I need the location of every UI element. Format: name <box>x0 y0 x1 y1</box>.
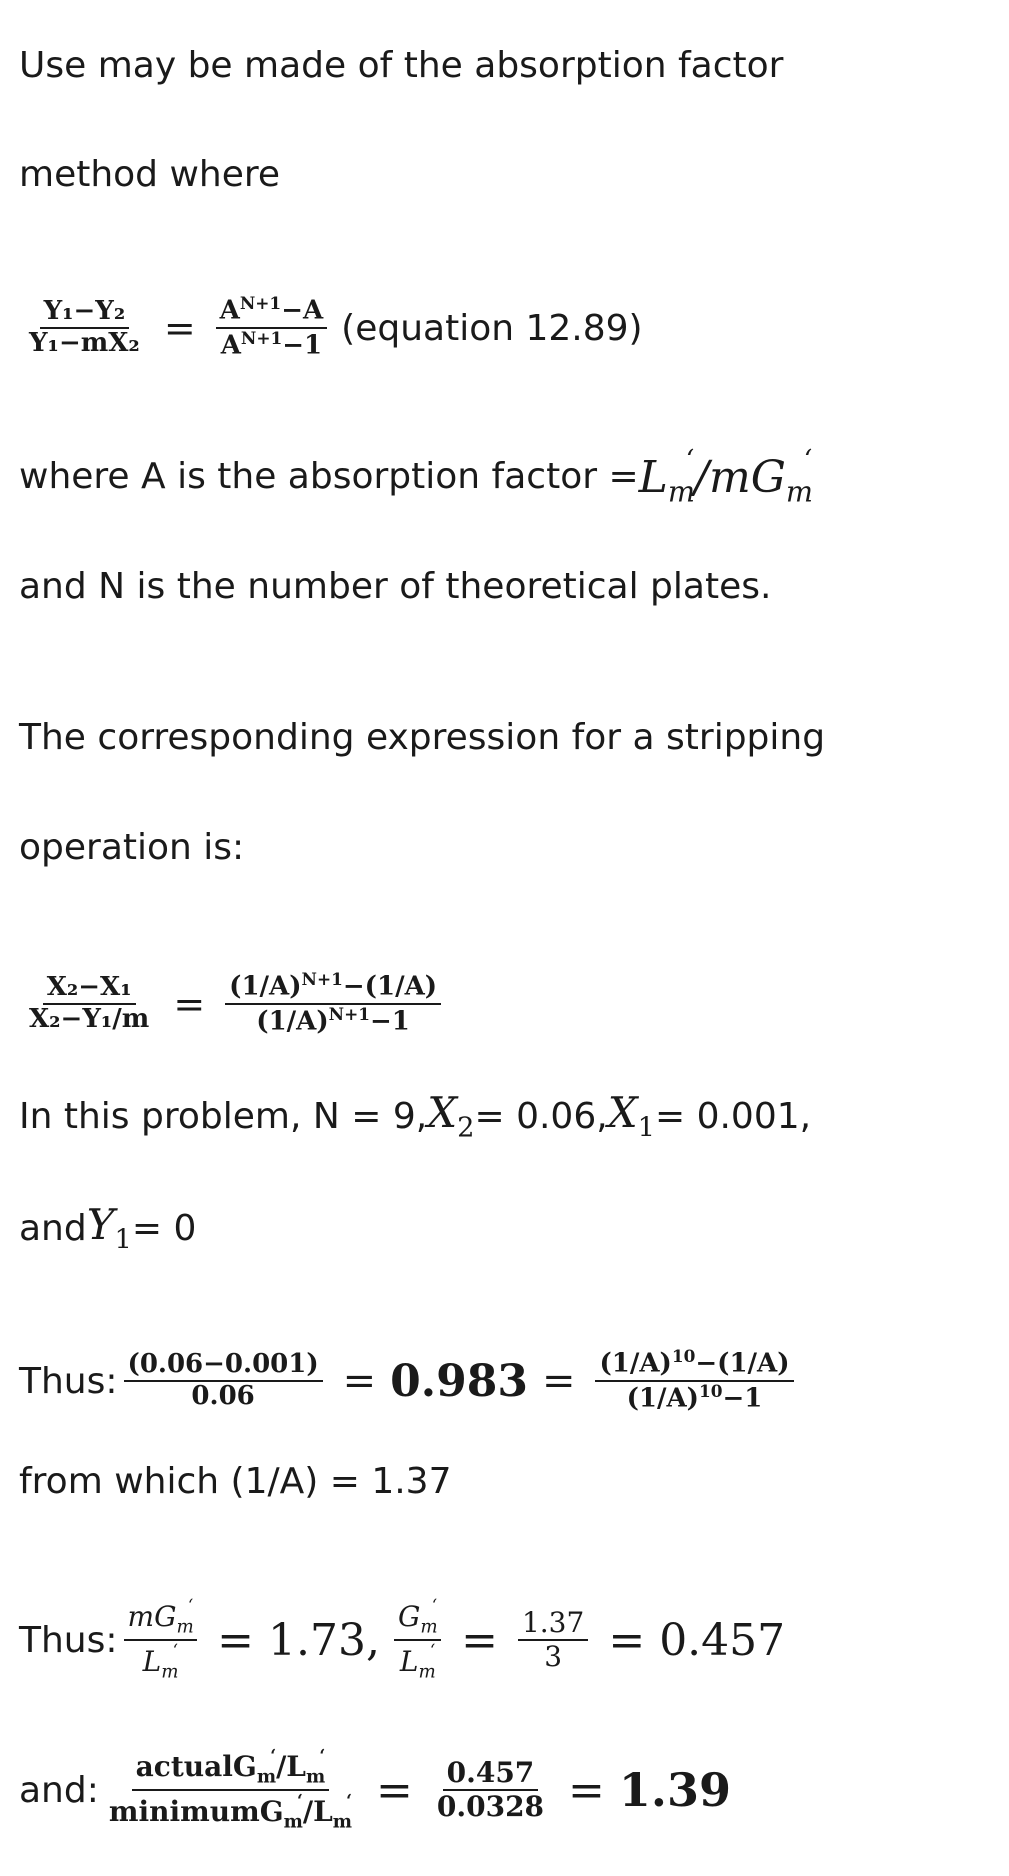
text-line: Use may be made of the absorption factor <box>19 45 784 86</box>
fraction <box>394 1596 441 1683</box>
denominator: Y₁−mX₂ <box>29 328 140 358</box>
equals-sign: = <box>608 1614 646 1666</box>
equation-stripping <box>19 966 447 1042</box>
denominator: 0.0328 <box>436 1790 545 1823</box>
fraction <box>433 1757 548 1823</box>
fraction <box>124 1596 198 1683</box>
math-expression: $X_2$ <box>427 1088 475 1144</box>
equals-sign: = <box>173 982 206 1026</box>
text-line: from which (1/A) = 1.37 <box>19 1461 452 1502</box>
label: Thus: <box>19 1360 118 1402</box>
numerator: (0.06−0.001) <box>124 1350 323 1382</box>
denominator: $minimumG_m^‘/L_m^‘$ <box>108 1790 353 1833</box>
text: where A is the absorption factor = <box>19 455 639 497</box>
numerator: $G_m^‘$ <box>394 1596 441 1641</box>
equals-sign: = <box>342 1358 377 1404</box>
equation-absorption <box>19 290 643 366</box>
fraction <box>124 1350 323 1412</box>
fraction <box>225 970 441 1037</box>
fraction <box>595 1347 793 1414</box>
math-expression: $L_m^‘/mG_m^‘$ <box>638 443 813 509</box>
equals-sign: = <box>376 1764 413 1816</box>
value: 0.457 <box>659 1614 786 1666</box>
numerator: $actualG_m^‘/L_m^‘$ <box>132 1746 330 1791</box>
equals-sign: = <box>163 306 196 350</box>
numerator: $(1/A)^{N+1}-(1/A)$ <box>225 970 441 1005</box>
numerator: 0.457 <box>443 1757 539 1791</box>
value: 1.39 <box>618 1763 731 1817</box>
denominator: $(1/A)^{N+1}-1$ <box>256 1004 410 1037</box>
text-line: method where <box>19 154 281 195</box>
equals-sign: = <box>568 1764 605 1816</box>
value: 0.983 <box>390 1355 528 1407</box>
fraction <box>216 294 328 361</box>
equation-and <box>19 1742 731 1838</box>
denominator: 0.06 <box>191 1381 255 1411</box>
numerator: 1.37 <box>518 1607 588 1641</box>
problem-values-cont: and $Y_1$ = 0 <box>19 1200 197 1256</box>
numerator: Y₁−Y₂ <box>40 297 130 329</box>
denominator: $L_m^‘$ <box>399 1640 436 1683</box>
fraction <box>105 1746 356 1833</box>
problem-values: In this problem, N = 9, $X_2$ = 0.06, $X_1$ = 0.001, <box>19 1088 812 1144</box>
fraction <box>25 973 153 1035</box>
absorption-factor-definition <box>19 443 813 509</box>
denominator: $A^{N+1}-1$ <box>220 328 323 361</box>
equals-sign: = <box>541 1358 576 1404</box>
numerator: $(1/A)^{10}-(1/A)$ <box>595 1347 793 1382</box>
equation-thus-2 <box>19 1595 785 1685</box>
math-expression: $X_1$ <box>607 1088 655 1144</box>
label: Thus: <box>19 1619 118 1661</box>
denominator: 3 <box>544 1640 563 1673</box>
text-line: The corresponding expression for a stripping <box>19 717 826 758</box>
equals-sign: = <box>217 1614 255 1666</box>
numerator: X₂−X₁ <box>43 973 136 1005</box>
equals-sign: = <box>461 1614 498 1666</box>
fraction <box>518 1607 588 1673</box>
denominator: $(1/A)^{10}-1$ <box>626 1381 763 1414</box>
equation-thus-1 <box>19 1338 800 1424</box>
denominator: $L_m^‘$ <box>142 1640 179 1683</box>
text-line: operation is: <box>19 827 245 868</box>
numerator: $mG_m^‘$ <box>124 1596 198 1641</box>
denominator: X₂−Y₁/m <box>29 1004 150 1034</box>
equation-reference: (equation 12.89) <box>341 307 643 349</box>
label: and: <box>19 1769 99 1811</box>
value: 1.73, <box>268 1614 380 1666</box>
numerator: $A^{N+1}-A$ <box>216 294 328 329</box>
fraction <box>25 297 144 359</box>
text-line: and N is the number of theoretical plates. <box>19 566 772 607</box>
math-expression: $Y_1$ <box>86 1200 132 1256</box>
